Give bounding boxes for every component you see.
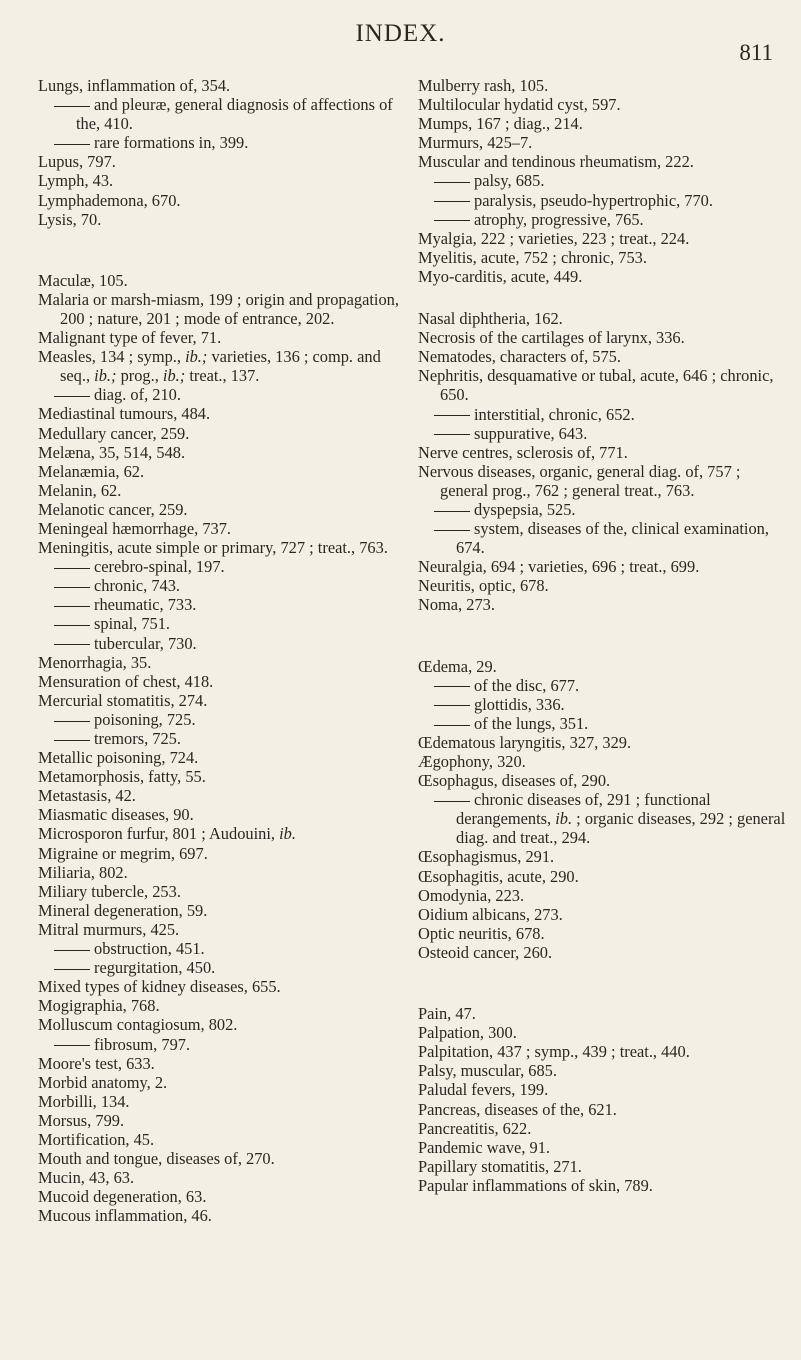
ditto-dash [434,415,470,416]
index-subentry: diag. of, 210. [38,385,413,404]
index-subentry: and pleuræ, general diagnosis of affections of the, 410. [38,95,413,133]
section-gap [418,286,788,309]
index-entry: Mercurial stomatitis, 274. [38,690,208,710]
index-subentry: glottidis, 336. [418,695,788,714]
index-entry: Malignant type of fever, 71. [38,328,222,348]
index-subentry: spinal, 751. [38,614,413,633]
ditto-dash [54,950,90,951]
index-entry: Pain, 47. [418,1004,476,1024]
index-entry: Pandemic wave, 91. [418,1137,550,1157]
index-entry: Metamorphosis, fatty, 55. [38,767,206,787]
index-entry: Melanotic cancer, 259. [38,499,188,519]
index-subentry: system, diseases of the, clinical examination, 674. [418,519,788,557]
index-entry: Neuritis, optic, 678. [418,576,549,596]
ditto-dash [54,721,90,722]
index-entry: Mediastinal tumours, 484. [38,404,211,424]
index-entry: Œdema, 29. [418,656,497,676]
page-number: 811 [739,40,773,65]
index-entry: Palpitation, 437 ; symp., 439 ; treat., 440. [418,1042,690,1062]
index-entry: Metallic poisoning, 724. [38,748,199,768]
index-entry: Microsporon furfur, 801 ; Audouini, ib. [38,824,296,844]
section-gap [38,229,413,252]
ditto-dash [54,625,90,626]
index-entry: Mortification, 45. [38,1129,155,1149]
index-entry: Miliary tubercle, 253. [38,881,181,901]
index-entry: Pancreas, diseases of the, 621. [418,1099,617,1119]
index-subentry: tubercular, 730. [38,634,413,653]
ditto-dash [434,705,470,706]
index-entry: Mitral murmurs, 425. [38,919,180,939]
index-subentry: rheumatic, 733. [38,595,413,614]
index-entry: Mineral degeneration, 59. [38,900,208,920]
left-column [38,76,413,1225]
ditto-dash [54,587,90,588]
index-entry: Lymph, 43. [38,171,114,191]
index-subentry: palsy, 685. [418,171,788,190]
ditto-dash [434,511,470,512]
page-title: INDEX. [355,20,446,47]
index-entry: Melæna, 35, 514, 548. [38,442,186,462]
section-gap [418,615,788,638]
index-entry: Multilocular hydatid cyst, 597. [418,95,621,115]
index-subentry: obstruction, 451. [38,939,413,958]
index-entry: Lungs, inflammation of, 354. [38,76,231,95]
index-subentry: atrophy, progressive, 765. [418,210,788,229]
page-header [0,18,801,65]
section-gap [418,962,788,985]
index-entry: Omodynia, 223. [418,885,525,905]
ditto-dash [434,686,470,687]
section-gap [418,985,788,1004]
index-entry: Morsus, 799. [38,1110,125,1130]
index-entry: Mucous inflammation, 46. [38,1206,212,1226]
index-entry: Malaria or marsh-miasm, 199 ; origin and propagation, 200 ; nature, 201 ; mode of entrance, 202. [38,289,399,328]
index-entry: Medullary cancer, 259. [38,423,190,443]
ditto-dash [434,201,470,202]
index-entry: Myo-carditis, acute, 449. [418,266,583,286]
index-entry: Ægophony, 320. [418,752,526,771]
ditto-dash [54,1045,90,1046]
index-entry: Œdematous laryngitis, 327, 329. [418,732,632,752]
ditto-dash [434,530,470,531]
index-subentry: rare formations in, 399. [38,133,413,152]
ditto-dash [54,969,90,970]
index-subentry: dyspepsia, 525. [418,500,788,519]
index-entry: Murmurs, 425–7. [418,133,533,153]
index-entry: Meningitis, acute simple or primary, 727 ; treat., 763. [38,538,388,558]
index-subentry: of the disc, 677. [418,676,788,695]
index-entry: Pancreatitis, 622. [418,1118,532,1138]
index-entry: Optic neuritis, 678. [418,923,545,943]
index-entry: Nervous diseases, organic, general diag. of, 757 ; general prog., 762 ; general treat., 763. [418,461,741,500]
index-entry: Papillary stomatitis, 271. [418,1156,582,1176]
index-entry: Nephritis, desquamative or tubal, acute, 646 ; chronic, 650. [418,366,774,405]
index-entry: Molluscum contagiosum, 802. [38,1015,238,1035]
index-entry: Neuralgia, 694 ; varieties, 696 ; treat., 699. [418,557,700,577]
index-subentry: poisoning, 725. [38,710,413,729]
index-entry: Lysis, 70. [38,209,102,229]
ditto-dash [434,801,470,802]
index-subentry: suppurative, 643. [418,424,788,443]
index-entry: Myelitis, acute, 752 ; chronic, 753. [418,247,647,267]
index-entry: Mogigraphia, 768. [38,996,160,1016]
index-subentry: fibrosum, 797. [38,1035,413,1054]
index-entry: Osteoid cancer, 260. [418,942,553,962]
index-entry: Papular inflammations of skin, 789. [418,1175,653,1195]
index-subentry: interstitial, chronic, 652. [418,405,788,424]
index-entry: Morbilli, 134. [38,1091,130,1111]
index-entry: Nematodes, characters of, 575. [418,347,621,367]
index-entry: Migraine or megrim, 697. [38,843,208,863]
index-entry: Meningeal hæmorrhage, 737. [38,518,231,538]
index-entry: Morbid anatomy, 2. [38,1072,168,1092]
index-entry: Mouth and tongue, diseases of, 270. [38,1149,275,1169]
index-subentry: paralysis, pseudo-hypertrophic, 770. [418,191,788,210]
index-subentry: cerebro-spinal, 197. [38,557,413,576]
index-entry: Paludal fevers, 199. [418,1080,549,1100]
ditto-dash [434,725,470,726]
ditto-dash [54,396,90,397]
index-entry: Oidium albicans, 273. [418,904,563,924]
index-entry: Œsophagus, diseases of, 290. [418,771,611,791]
index-entry: Mucin, 43, 63. [38,1168,135,1188]
index-entry: Lymphademona, 670. [38,190,181,210]
index-subentry: tremors, 725. [38,729,413,748]
index-subentry: chronic, 743. [38,576,413,595]
ditto-dash [54,106,90,107]
index-entry: Myalgia, 222 ; varieties, 223 ; treat., 224. [418,228,690,248]
index-entry: Mucoid degeneration, 63. [38,1187,207,1207]
index-entry: Palpation, 300. [418,1023,517,1043]
index-entry: Necrosis of the cartilages of larynx, 336. [418,328,685,348]
index-entry: Moore's test, 633. [38,1053,155,1073]
index-entry: Melanæmia, 62. [38,461,145,481]
index-entry: Mixed types of kidney diseases, 655. [38,977,281,997]
section-gap [418,638,788,657]
index-entry: Metastasis, 42. [38,786,136,806]
index-subentry: chronic diseases of, 291 ; functional derangements, ib. ; organic diseases, 292 ; general diag. and treat., 294. [418,790,788,847]
index-entry: Miliaria, 802. [38,862,128,882]
index-entry: Melanin, 62. [38,480,122,500]
ditto-dash [434,220,470,221]
index-entry: Maculæ, 105. [38,270,128,290]
index-entry: Nerve centres, sclerosis of, 771. [418,442,628,462]
index-entry: Palsy, muscular, 685. [418,1061,557,1081]
ditto-dash [54,740,90,741]
index-subentry: regurgitation, 450. [38,958,413,977]
index-entry: Mumps, 167 ; diag., 214. [418,114,583,134]
index-entry: Menorrhagia, 35. [38,652,152,672]
ditto-dash [54,144,90,145]
index-entry: Nasal diphtheria, 162. [418,309,563,329]
ditto-dash [434,434,470,435]
index-entry: Œsophagitis, acute, 290. [418,866,579,886]
index-entry: Measles, 134 ; symp., ib.; varieties, 136 ; comp. and seq., ib.; prog., ib.; treat., 137. [38,347,381,386]
section-gap [38,252,413,271]
index-subentry: of the lungs, 351. [418,714,788,733]
index-entry: Muscular and tendinous rheumatism, 222. [418,152,694,172]
index-entry: Lupus, 797. [38,152,116,172]
index-entry: Œsophagismus, 291. [418,847,555,867]
index-entry: Mensuration of chest, 418. [38,671,214,691]
ditto-dash [434,182,470,183]
ditto-dash [54,644,90,645]
index-entry: Miasmatic diseases, 90. [38,805,194,825]
index-entry: Mulberry rash, 105. [418,76,549,95]
right-column [418,76,788,1195]
index-entry: Noma, 273. [418,595,495,615]
ditto-dash [54,568,90,569]
ditto-dash [54,606,90,607]
